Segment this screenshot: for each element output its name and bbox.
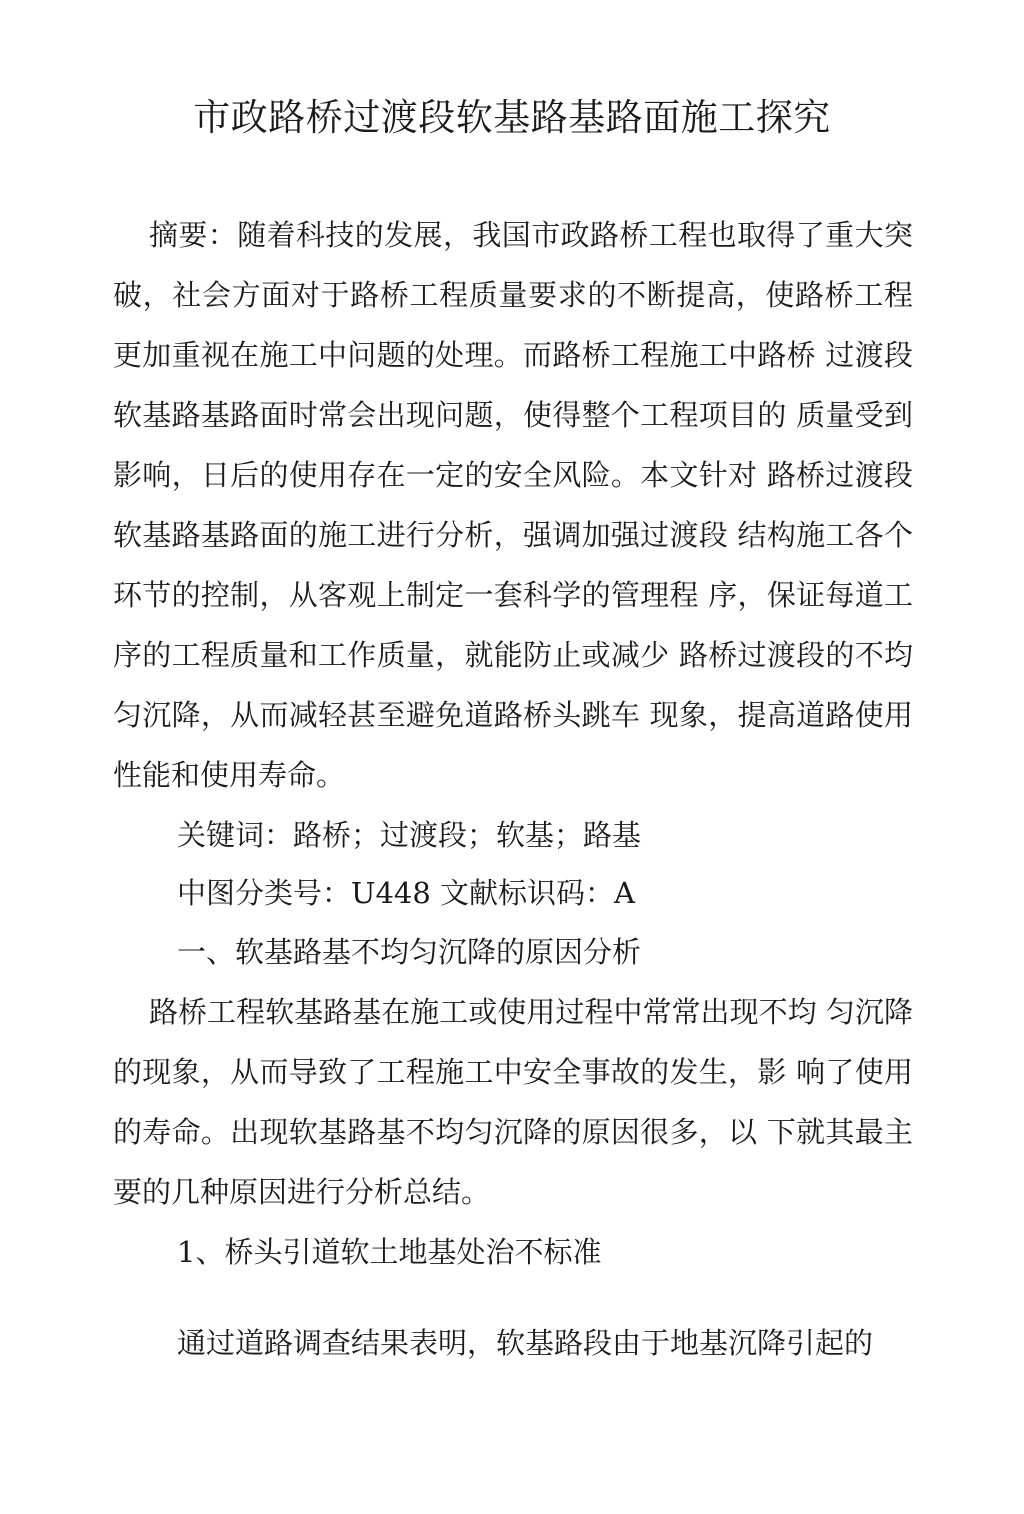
section-heading: 一、软基路基不均匀沉降的原因分析 [177, 935, 642, 969]
subsection-paragraph: 通过道路调查结果表明，软基路段由于地基沉降引起的 [177, 1326, 874, 1360]
section-paragraph: 路桥工程软基路基在施工或使用过程中常常出现不均 匀沉降的现象，从而导致了工程施工中安全事故的发生，影 响了使用的寿命。出现软基路基不均匀沉降的原因很多，以 下就其最主要的几种原因进行分析总结。 [113, 995, 913, 1209]
document-title: 市政路桥过渡段软基路基路面施工探究 [193, 96, 831, 139]
abstract-paragraph: 摘要：随着科技的发展，我国市政路桥工程也取得了重大突破，社会方面对于路桥工程质量要求的不断提高，使路桥工程更加重视在施工中问题的处理。而路桥工程施工中路桥 过渡段软基路基路面时常会出现问题，使得整个工程项目的 质量受到影响，日后的使用存在一定的安全风险。本文针对 路桥过渡段软基路基路面的施工进行分析，强调加强过渡段 结构施工各个环节的控制，从客观上制定一套科学的管理程 序，保证每道工序的工程质量和工作质量，就能防止或减少 路桥过渡段的不均匀沉降，从而减轻甚至避免道路桥头跳车 现象，提高道路使用性能和使用寿命。 [113, 218, 913, 792]
subsection-heading: 1、桥头引道软土地基处治不标准 [177, 1235, 602, 1269]
keywords-line: 关键词：路桥；过渡段；软基；路基 [177, 818, 642, 852]
classification-line: 中图分类号：U448 文献标识码：A [177, 876, 635, 910]
